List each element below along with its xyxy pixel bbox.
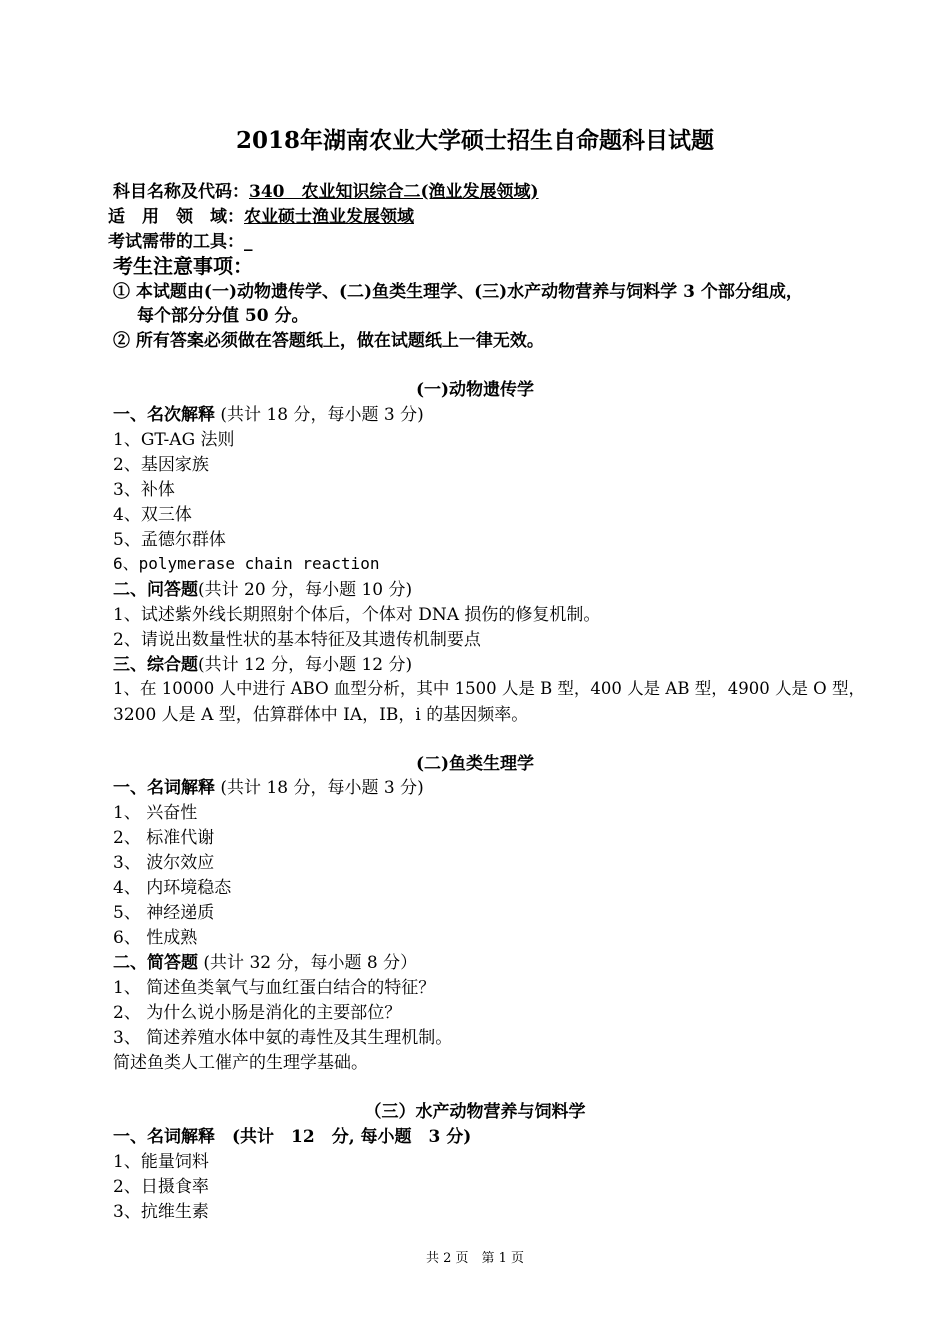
list-item: 2、请说出数量性状的基本特征及其遗传机制要点 — [113, 630, 481, 650]
subject-label: 科目名称及代码： — [113, 182, 249, 202]
part1-s1-title: 一、名次解释 — [113, 405, 215, 425]
part1-title: (一)动物遗传学 — [415, 380, 535, 400]
list-item: 3、 波尔效应 — [113, 853, 215, 873]
list-item: 1、试述紫外线长期照射个体后，个体对 DNA 损伤的修复机制。 — [113, 605, 601, 625]
list-item: 2、日摄食率 — [113, 1177, 209, 1197]
exam-title: 2018年湖南农业大学硕士招生自命题科目试题 — [235, 127, 714, 154]
part2-section2-heading — [113, 948, 417, 973]
part2-section1-heading — [113, 773, 424, 798]
list-item: 5、 神经递质 — [113, 903, 215, 923]
field-value: 农业硕士渔业发展领域 — [244, 207, 414, 227]
part3-title: （三）水产动物营养与饲料学 — [364, 1102, 586, 1122]
part2-s1-title: 一、名词解释 — [113, 778, 215, 798]
list-item: 3、补体 — [113, 480, 175, 500]
list-item: 3200 人是 A 型，估算群体中 IA，IB，i 的基因频率。 — [113, 705, 529, 725]
part2-title: (二)鱼类生理学 — [415, 754, 535, 774]
list-item: 1、GT-AG 法则 — [113, 430, 235, 450]
part1-section3-heading — [113, 650, 412, 675]
subject-line — [113, 177, 539, 202]
part2-s1-note: (共计 18 分，每小题 3 分) — [215, 778, 424, 798]
list-item: 1、能量饲料 — [113, 1152, 209, 1172]
part1-s3-note: (共计 12 分，每小题 12 分) — [198, 655, 413, 675]
field-line — [108, 202, 414, 227]
part1-s3-title: 三、综合题 — [113, 655, 198, 675]
field-label: 适 用 领 域： — [108, 207, 244, 227]
list-item: 1、 简述鱼类氧气与血红蛋白结合的特征？ — [113, 978, 436, 998]
part1-section1-heading — [113, 400, 424, 425]
list-item: 2、 标准代谢 — [113, 828, 215, 848]
tools-label: 考试需带的工具： — [108, 232, 244, 252]
notice-item-2: ② 所有答案必须做在答题纸上，做在试题纸上一律无效。 — [113, 331, 544, 351]
part2-s2-title: 二、简答题 — [113, 953, 198, 973]
part2-s2-note: (共计 32 分，每小题 8 分） — [198, 953, 418, 973]
subject-value: 340 农业知识综合二(渔业发展领域) — [249, 182, 539, 202]
tools-line — [108, 227, 253, 252]
list-item: 1、在 10000 人中进行 ABO 血型分析，其中 1500 人是 B 型，400 人是 AB 型，4900 人是 O 型， — [113, 679, 865, 698]
page-footer: 共 2 页 第 1 页 — [425, 1251, 525, 1266]
part1-section2-heading — [113, 575, 412, 600]
list-item: 4、 内环境稳态 — [113, 878, 232, 898]
list-item: 2、基因家族 — [113, 455, 209, 475]
list-item: 5、孟德尔群体 — [113, 530, 226, 550]
part1-s1-note: (共计 18 分，每小题 3 分) — [215, 405, 424, 425]
list-item: 6、 性成熟 — [113, 928, 198, 948]
notice-heading: 考生注意事项： — [113, 254, 253, 278]
tools-value: _ — [244, 232, 253, 252]
notice-item-1-cont: 每个部分分值 50 分。 — [137, 306, 309, 326]
list-item: 1、 兴奋性 — [113, 803, 198, 823]
list-item: 4、双三体 — [113, 505, 192, 525]
part3-section1-heading: 一、名词解释 (共计 12 分, 每小题 3 分) — [113, 1127, 472, 1147]
notice-item-1: ① 本试题由(一)动物遗传学、(二)鱼类生理学、(三)水产动物营养与饲料学 3 个部分组成， — [113, 282, 803, 302]
part1-s2-note: (共计 20 分，每小题 10 分) — [198, 580, 413, 600]
list-item: 3、抗维生素 — [113, 1202, 209, 1222]
list-item: 3、 简述养殖水体中氨的毒性及其生理机制。 — [113, 1028, 453, 1048]
list-item: 2、 为什么说小肠是消化的主要部位？ — [113, 1003, 402, 1023]
part1-s2-title: 二、问答题 — [113, 580, 198, 600]
list-item: 6、polymerase chain reaction — [113, 554, 380, 573]
list-item: 简述鱼类人工催产的生理学基础。 — [113, 1053, 368, 1073]
